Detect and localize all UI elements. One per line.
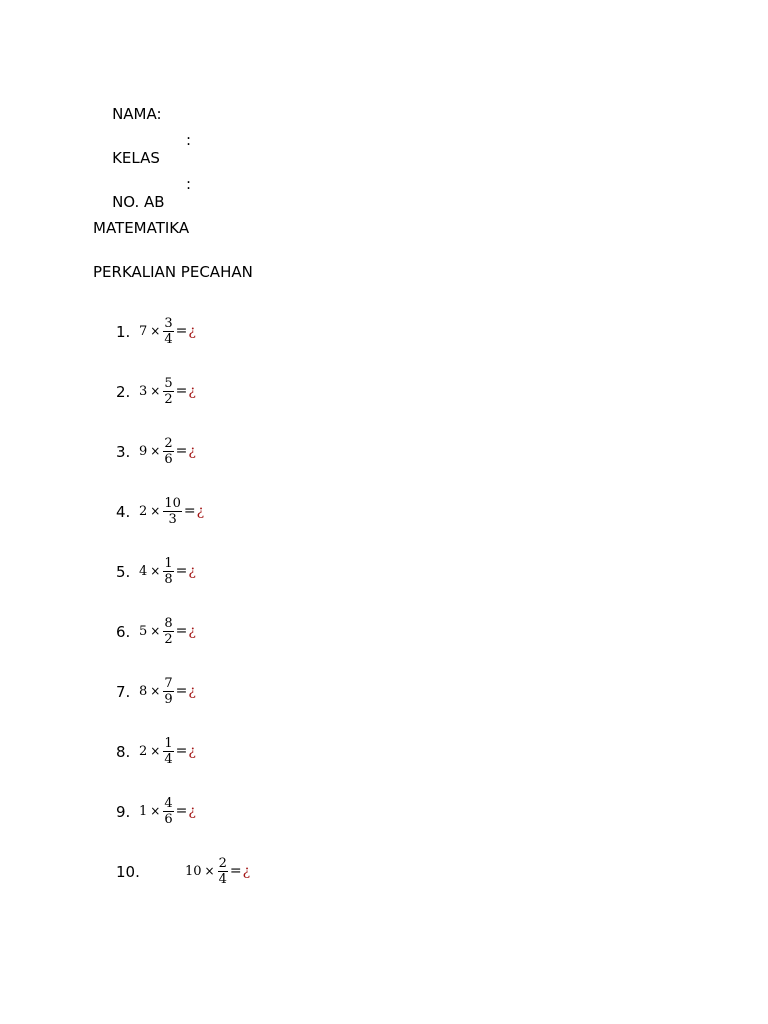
whole-number: 2 [139, 503, 148, 519]
unknown-mark: ¿ [188, 623, 196, 639]
times-sign: × [150, 564, 161, 578]
fraction [218, 856, 228, 887]
times-sign: × [150, 684, 161, 698]
unknown-mark: ¿ [242, 863, 251, 879]
unknown-mark: ¿ [188, 323, 196, 339]
fraction [163, 616, 173, 647]
equals-sign: = [175, 743, 188, 759]
problem-number: 8. [116, 743, 131, 761]
problem-number: 7. [116, 683, 131, 701]
ab-number-colon: : [186, 175, 192, 193]
fraction-numerator: 3 [164, 315, 173, 331]
whole-number: 7 [139, 323, 148, 339]
times-sign: × [150, 444, 161, 458]
times-sign: × [150, 324, 161, 338]
equals-sign: = [175, 443, 188, 459]
problem-number: 10. [116, 863, 140, 881]
equals-sign: = [175, 623, 188, 639]
fraction [163, 556, 173, 587]
fraction-numerator: 5 [164, 375, 173, 391]
fraction-denominator: 4 [164, 751, 173, 767]
problem-expression [139, 674, 196, 708]
fraction-denominator: 9 [164, 691, 173, 707]
fraction [163, 316, 173, 347]
fraction-denominator: 4 [218, 871, 227, 887]
fraction [163, 496, 182, 527]
whole-number: 2 [139, 743, 148, 759]
times-sign: × [204, 864, 215, 878]
fraction [163, 796, 173, 827]
problem-expression [139, 734, 196, 768]
whole-number: 3 [139, 383, 148, 399]
unknown-mark: ¿ [188, 443, 196, 459]
problem-expression [139, 794, 196, 828]
times-sign: × [150, 624, 161, 638]
fraction-denominator: 6 [164, 811, 173, 827]
topic-title: PERKALIAN PECAHAN [93, 263, 253, 281]
fraction-denominator: 8 [164, 571, 173, 587]
unknown-mark: ¿ [188, 743, 196, 759]
class-colon: : [186, 131, 192, 149]
problem-number: 9. [116, 803, 131, 821]
name-label: NAMA: [112, 105, 162, 123]
unknown-mark: ¿ [196, 503, 205, 519]
fraction-denominator: 2 [164, 631, 173, 647]
fraction-denominator: 6 [164, 451, 173, 467]
problem-number: 3. [116, 443, 131, 461]
equals-sign: = [229, 863, 242, 879]
ab-number-label: NO. AB [112, 193, 165, 211]
problem-number: 2. [116, 383, 131, 401]
fraction [163, 376, 173, 407]
whole-number: 8 [139, 683, 148, 699]
problem-expression [139, 494, 204, 528]
whole-number: 1 [139, 803, 148, 819]
problem-expression [139, 554, 196, 588]
fraction-numerator: 8 [164, 615, 173, 631]
fraction-numerator: 10 [164, 495, 181, 511]
problem-number: 4. [116, 503, 131, 521]
class-label: KELAS [112, 149, 160, 167]
fraction-denominator: 2 [164, 391, 173, 407]
problem-expression [139, 374, 196, 408]
equals-sign: = [175, 803, 188, 819]
problem-expression [139, 314, 196, 348]
equals-sign: = [183, 503, 196, 519]
fraction-numerator: 1 [164, 735, 173, 751]
whole-number: 4 [139, 563, 148, 579]
whole-number: 5 [139, 623, 148, 639]
equals-sign: = [175, 383, 188, 399]
problem-number: 1. [116, 323, 131, 341]
equals-sign: = [175, 563, 188, 579]
unknown-mark: ¿ [188, 563, 196, 579]
subject-title: MATEMATIKA [93, 219, 190, 237]
fraction [163, 676, 173, 707]
fraction-numerator: 4 [164, 795, 173, 811]
fraction-numerator: 2 [164, 435, 173, 451]
equals-sign: = [175, 323, 188, 339]
fraction [163, 436, 173, 467]
problem-expression [139, 614, 196, 648]
whole-number: 9 [139, 443, 148, 459]
times-sign: × [150, 804, 161, 818]
fraction [163, 736, 173, 767]
whole-number: 10 [185, 863, 202, 879]
unknown-mark: ¿ [188, 383, 196, 399]
problem-number: 6. [116, 623, 131, 641]
fraction-denominator: 4 [164, 331, 173, 347]
equals-sign: = [175, 683, 188, 699]
times-sign: × [150, 504, 161, 518]
fraction-numerator: 7 [164, 675, 173, 691]
times-sign: × [150, 384, 161, 398]
problem-number: 5. [116, 563, 131, 581]
problem-expression [139, 434, 196, 468]
fraction-denominator: 3 [168, 511, 177, 527]
times-sign: × [150, 744, 161, 758]
unknown-mark: ¿ [188, 803, 196, 819]
fraction-numerator: 2 [218, 855, 227, 871]
fraction-numerator: 1 [164, 555, 173, 571]
problem-expression [185, 854, 250, 888]
unknown-mark: ¿ [188, 683, 196, 699]
